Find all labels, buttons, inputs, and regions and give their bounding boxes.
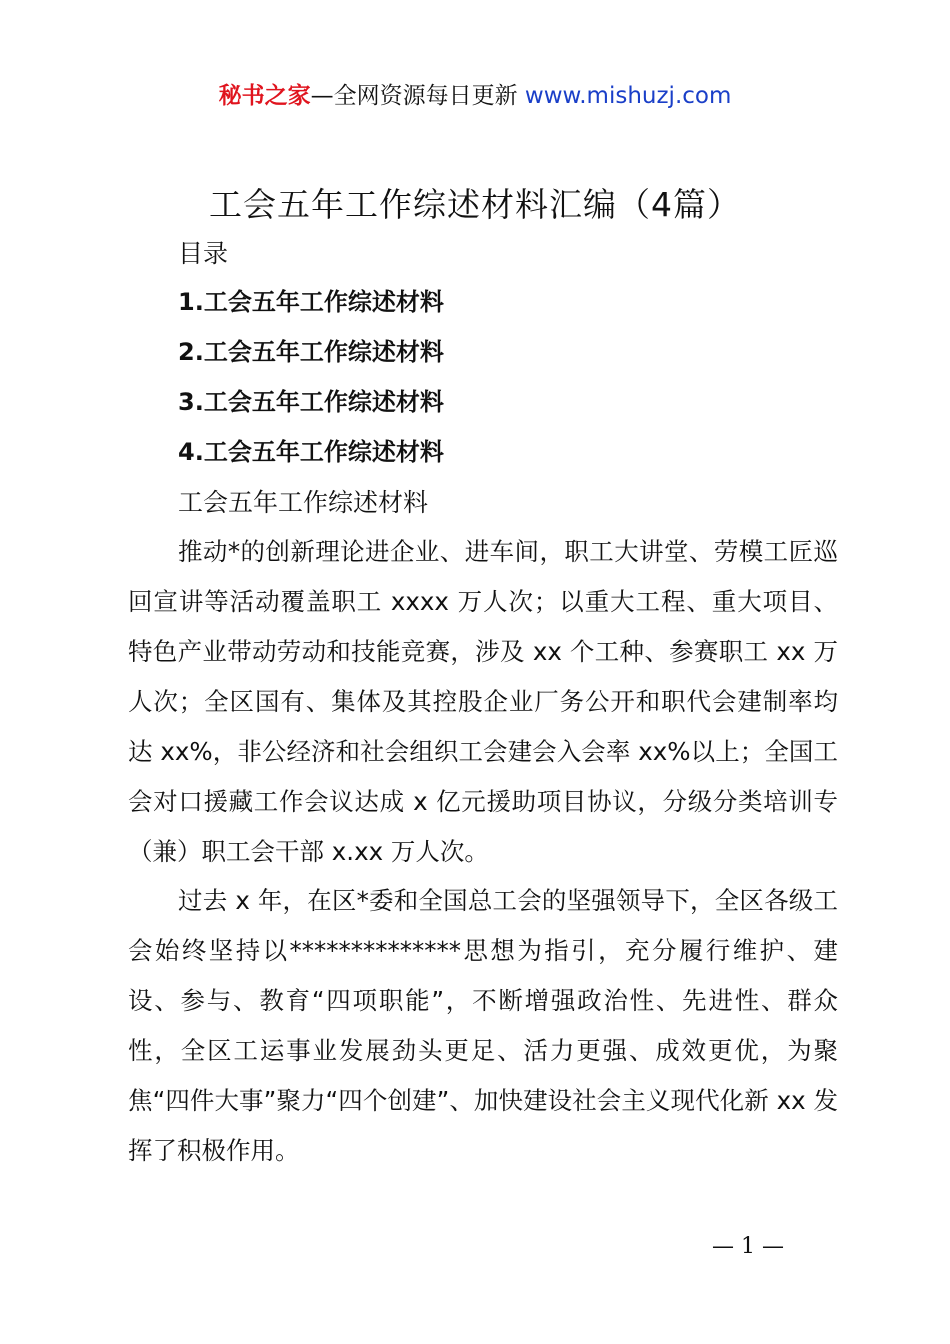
toc-item: 3.工会五年工作综述材料 [178,388,444,416]
toc-item: 4.工会五年工作综述材料 [178,438,444,466]
body-paragraph: 推动*的创新理论进企业、进车间，职工大讲堂、劳模工匠巡回宣讲等活动覆盖职工 xxxx 万人次；以重大工程、重大项目、特色产业带动劳动和技能竞赛，涉及 xx 个工种、参赛职工 xx 万人次；全区国有、集体及其控股企业厂务公开和职代会建制率均达 xx%，非公经济和社会组织工会建会入会率 xx%以上；全国工会对口援藏工作会议达成 x 亿元援助项目协议，分级分类培训专（兼）职工会干部 x.xx 万人次。 [128,537,838,866]
site-header [0,78,950,114]
page-number: — 1 — [712,1234,784,1259]
body-paragraph: 过去 x 年，在区*委和全国总工会的坚强领导下，全区各级工会始终坚持以**************思想为指引，充分履行维护、建设、参与、教育“四项职能”，不断增强政治性、先进性、群众性，全区工运事业发展劲头更足、活力更强、成效更优，为聚焦“四件大事”聚力“四个创建”、加快建设社会主义现代化新 xx 发挥了积极作用。 [128,886,838,1165]
toc-label: 目录 [178,239,229,268]
toc-item: 2.工会五年工作综述材料 [178,338,444,366]
toc-item: 1.工会五年工作综述材料 [178,288,444,316]
brand-name: 秘书之家 [218,83,311,109]
header-tagline: —全网资源每日更新 [310,83,518,109]
section-heading: 工会五年工作综述材料 [178,488,429,517]
document-title: 工会五年工作综述材料汇编（4篇） [209,185,741,224]
table-of-contents [178,284,444,484]
site-url-link[interactable]: www.mishuzj.com [524,83,732,109]
